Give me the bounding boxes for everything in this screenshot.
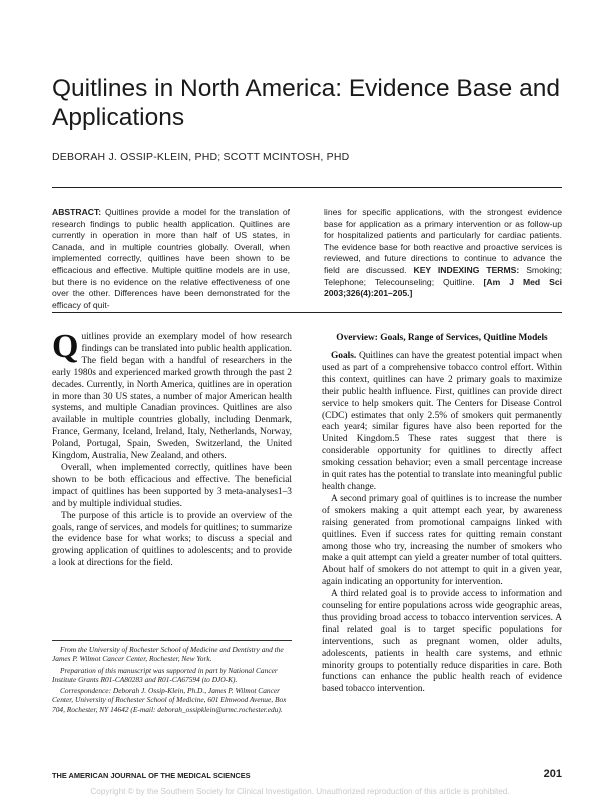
intro-paragraph-1: uitlines provide an exemplary model of how research findings can be translated into public health application. The field began with a handful of researchers in the early 1980s and experienced marked growth through the past 2 decades. Currently, in North America, quitlines are in operation in more than 30 US states, a number of major American health systems, and multiple Canadian provinces. Quitlines are also available in multiple countries globally, including Denmark, France, Germany, Iceland, Ireland, Italy, Netherlands, Norway, Poland, Portugal, Spain, Sweden, Switzerland, the United Kingdom, Australia, New Zealand, and others. [52,332,292,462]
abstract-label: ABSTRACT: [52,207,102,217]
article-title: Quitlines in North America: Evidence Base and Applications [52,75,560,131]
footnote-divider [52,640,292,641]
dropcap: Q [52,328,79,365]
abstract-left-text: Quitlines provide a model for the translation of research findings to public health application. Quitlines are currently in operation in more than half of US states, in Canada, and in multiple countries globally. Overall, when implemented correctly, quitlines have been shown to be efficacious and effective. Multiple quitline models are in use, but there is no evidence on the relative effectiveness of one over the other. Differences have been demonstrated for the efficacy of quit- [52,207,290,310]
goals-paragraph-3: A third related goal is to provide access to information and counseling for entire populations across wide geographic areas, thus providing broad access to tobacco intervention services. A final related goal is to target specific populations for interventions, such as pregnant women, older adults, adolescents, patients in health care systems, and ethnic minority groups to potentially reduce disparities in care. Both functions can enhance the public health reach of evidence based tobacco intervention. [322,589,562,695]
goals-paragraph-1: Quitlines can have the greatest potential impact when used as part of a comprehensive tobacco control effort. Within this context, quitlines can have 2 primary goals to maximize their public health influence. First, quitlines can provide direct service to help smokers quit. The Centers for Disease Control (CDC) estimates that only 2.5% of smokers quit permanently each year4; similar figures have also been reported for the United Kingdom.5 These rates suggest that there is considerable opportunity for quitlines to directly affect smoking cessation behavior; even a small percentage increase in quit rates has the potential to translate into meaningful public health change. [322,351,563,492]
intro-paragraph-2: Overall, when implemented correctly, quitlines have been shown to be both efficacious and effective. The beneficial impact of quitlines has been supported by 3 meta-analyses1–3 and by multiple individual studies. [52,462,292,509]
goals-label: Goals. [331,351,357,361]
running-footer [52,768,562,783]
footnotes [52,640,292,716]
journal-name: THE AMERICAN JOURNAL OF THE MEDICAL SCIENCES [52,771,251,780]
footnote-affiliation: From the University of Rochester School of Medicine and Dentistry and the James P. Wilmot Cancer Center, Rochester, New York. [52,645,284,664]
page-number: 201 [543,768,562,780]
header-divider [52,187,562,188]
goals-paragraph-2: A second primary goal of quitlines is to increase the number of smokers making a quit attempt each year, by awareness raising generated from promotional campaigns linked with quitlines. Even if success rates for quitting remain constant among those who try, increasing the number of smokers who make a quit attempt can yield a greater number of total quitters. About half of smokers do not attempt to quit in a given year, again indicating an opportunity for intervention. [322,493,562,588]
intro-paragraph-3: The purpose of this article is to provide an overview of the goals, range of services, and models for quitlines; to summarize the evidence base for what works; to discuss a special and growing application of quitlines to adolescents; and to provide a look at directions for the field. [52,510,292,569]
left-body-column [52,328,292,570]
keywords-label: KEY INDEXING TERMS: [413,264,520,275]
abstract-right [324,207,562,300]
footnote-funding: Preparation of this manuscript was supported in part by National Cancer Institute Grants R01-CA80283 and R01-CA67594 (to DJO-K). [52,665,278,684]
abstract-divider [52,312,562,313]
footnote-correspondence: Correspondence: Deborah J. Ossip-Klein, Ph.D., James P. Wilmot Cancer Center, University of Rochester School of Medicine, 601 Elmwood Avenue, Box 704, Rochester, NY 14642 (E-mail: deborah_ossipklein@urmc.rochester.edu). [52,686,287,714]
abstract-left [52,207,290,311]
citation: [Am J Med Sci 2003;326(4):201–205.] [324,276,562,299]
abstract-right-text: lines for specific applications, with the strongest evidence base for application as a primary intervention or as follow-up for hospitalized patients and particularly for cardiac patients. The evidence base for both reactive and proactive services is reviewed, and future directions to continue to advance the field are discussed. [324,207,562,275]
section-heading: Overview: Goals, Range of Services, Quitline Models [336,333,548,343]
author-line: DEBORAH J. OSSIP-KLEIN, PHD; SCOTT MCINTOSH, PHD [52,151,350,163]
keywords: Smoking; Telephone; Telecounseling; Quitline. [324,264,563,287]
right-body-column [322,332,562,696]
copyright-notice: Copyright © by the Southern Society for Clinical Investigation. Unauthorized reproduction of this article is prohibited. [90,787,510,796]
